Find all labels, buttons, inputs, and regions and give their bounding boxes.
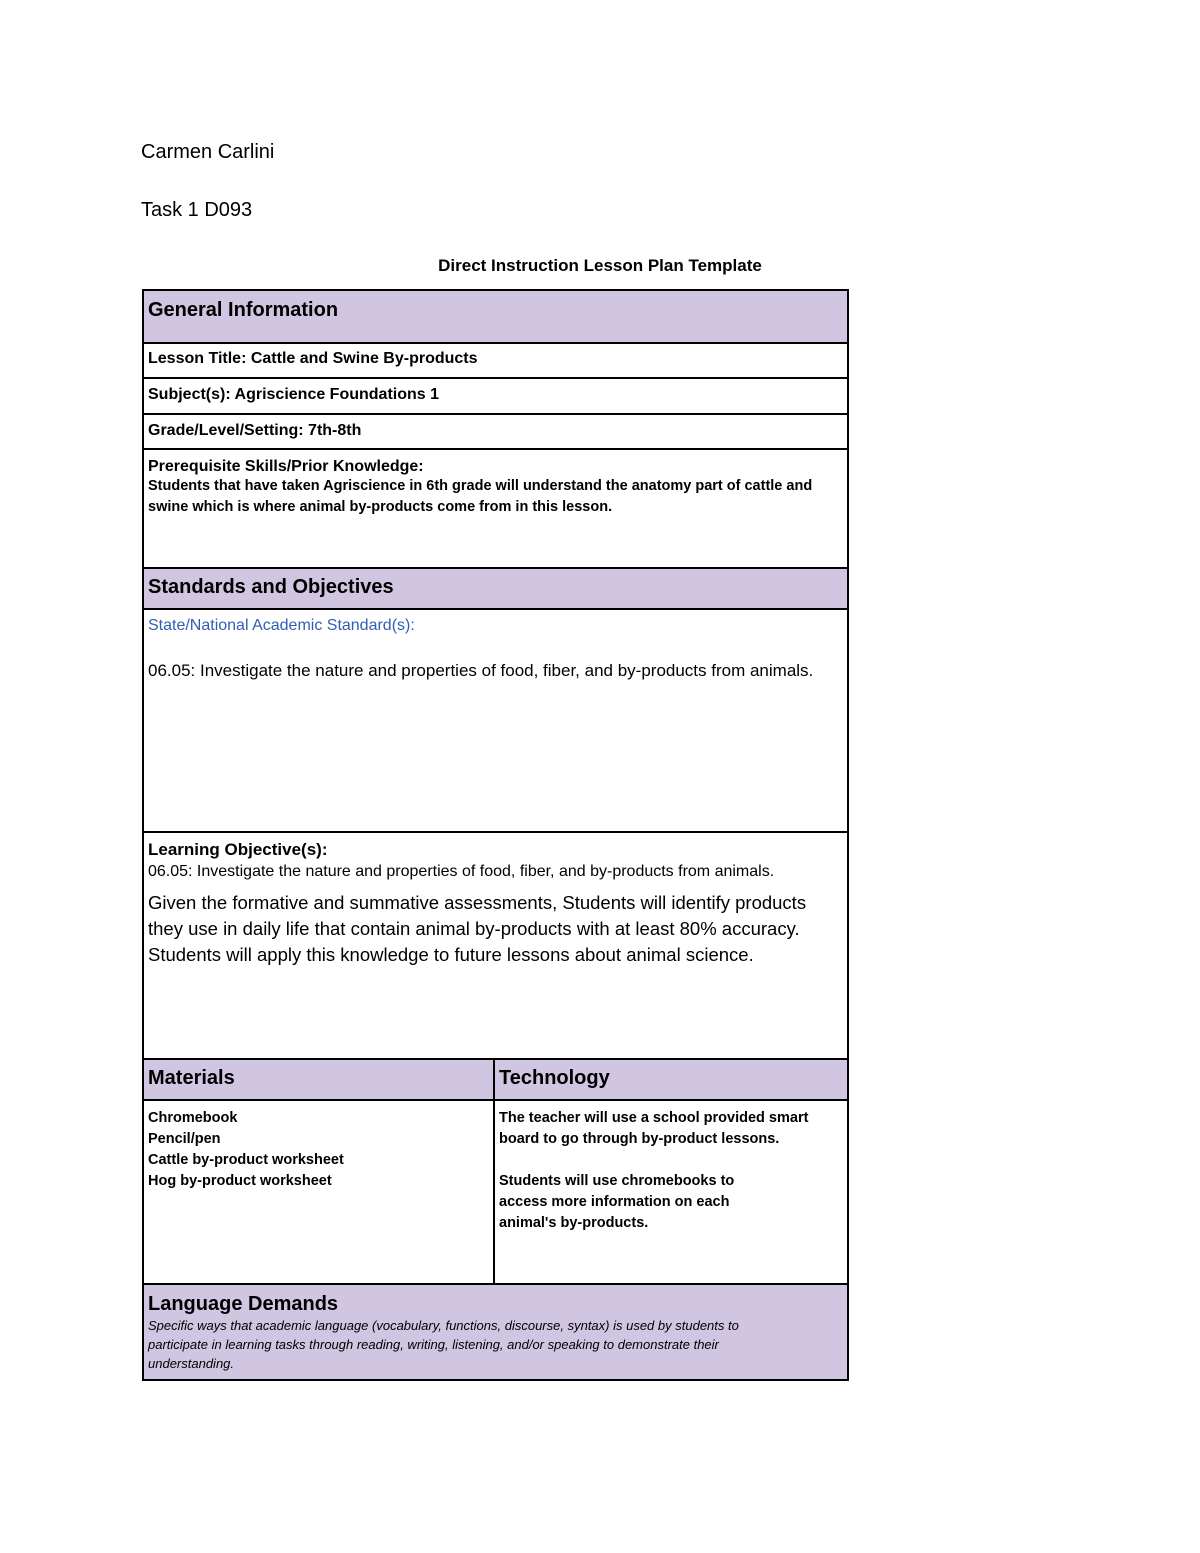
grade-cell [143, 414, 848, 449]
objective-paragraph: Given the formative and summative assessments, Students will identify products they use in daily life that contain animal by-products with at least 80% accuracy. Students will apply this knowledge to future lessons about animal science. [148, 892, 807, 965]
task-label: Task 1 D093 [141, 199, 253, 221]
language-demands-text: Specific ways that academic language (vocabulary, functions, discourse, syntax) is used by students to participate in learning tasks through reading, writing, listening, and/or speaking to demonstrate their understanding. [148, 1318, 739, 1371]
state-standard-label: State/National Academic Standard(s): [148, 617, 415, 634]
standard-text: 06.05: Investigate the nature and properties of food, fiber, and by-products from animals. [148, 661, 814, 680]
standards-header [143, 568, 848, 609]
general-info-header-row [143, 290, 848, 343]
lesson-title: Lesson Title: Cattle and Swine By-products [148, 350, 478, 367]
technology-cell [494, 1100, 848, 1284]
materials-header [143, 1059, 494, 1100]
general-info-header [143, 290, 848, 343]
grade-level: Grade/Level/Setting: 7th-8th [148, 422, 362, 439]
subjects: Subject(s): Agriscience Foundations 1 [148, 386, 440, 403]
prereq-label: Prerequisite Skills/Prior Knowledge: [148, 458, 424, 475]
language-demands-cell [143, 1284, 848, 1380]
language-demands-heading: Language Demands [148, 1293, 339, 1315]
materials-cell [143, 1100, 494, 1284]
standards-heading: Standards and Objectives [148, 576, 394, 598]
lesson-plan-table [142, 289, 849, 1381]
prereq-cell [143, 449, 848, 568]
general-info-heading: General Information [148, 299, 339, 321]
technology-para-1: The teacher will use a school provided smart board to go through by-product lessons. [499, 1110, 809, 1147]
lesson-title-cell [143, 343, 848, 378]
technology-para-2: Students will use chromebooks to access more information on each animal's by-products. [499, 1173, 735, 1231]
technology-heading: Technology [499, 1067, 610, 1089]
materials-heading: Materials [148, 1067, 235, 1089]
objective-label: Learning Objective(s): [148, 840, 328, 859]
document-title-text: Direct Instruction Lesson Plan Template [438, 256, 762, 275]
materials-item: Pencil/pen [148, 1131, 221, 1147]
materials-item: Chromebook [148, 1110, 238, 1126]
objectives-cell [143, 832, 848, 1059]
author-name: Carmen Carlini [141, 141, 275, 163]
document-title [0, 256, 1200, 276]
materials-item: Cattle by-product worksheet [148, 1152, 344, 1168]
materials-item: Hog by-product worksheet [148, 1173, 332, 1189]
standards-cell [143, 609, 848, 832]
technology-header [494, 1059, 848, 1100]
objective-line: 06.05: Investigate the nature and properties of food, fiber, and by-products from animals. [148, 863, 775, 880]
prereq-text: Students that have taken Agriscience in 6th grade will understand the anatomy part of cattle and swine which is where animal by-products come from in this lesson. [148, 478, 813, 515]
subjects-cell [143, 378, 848, 414]
